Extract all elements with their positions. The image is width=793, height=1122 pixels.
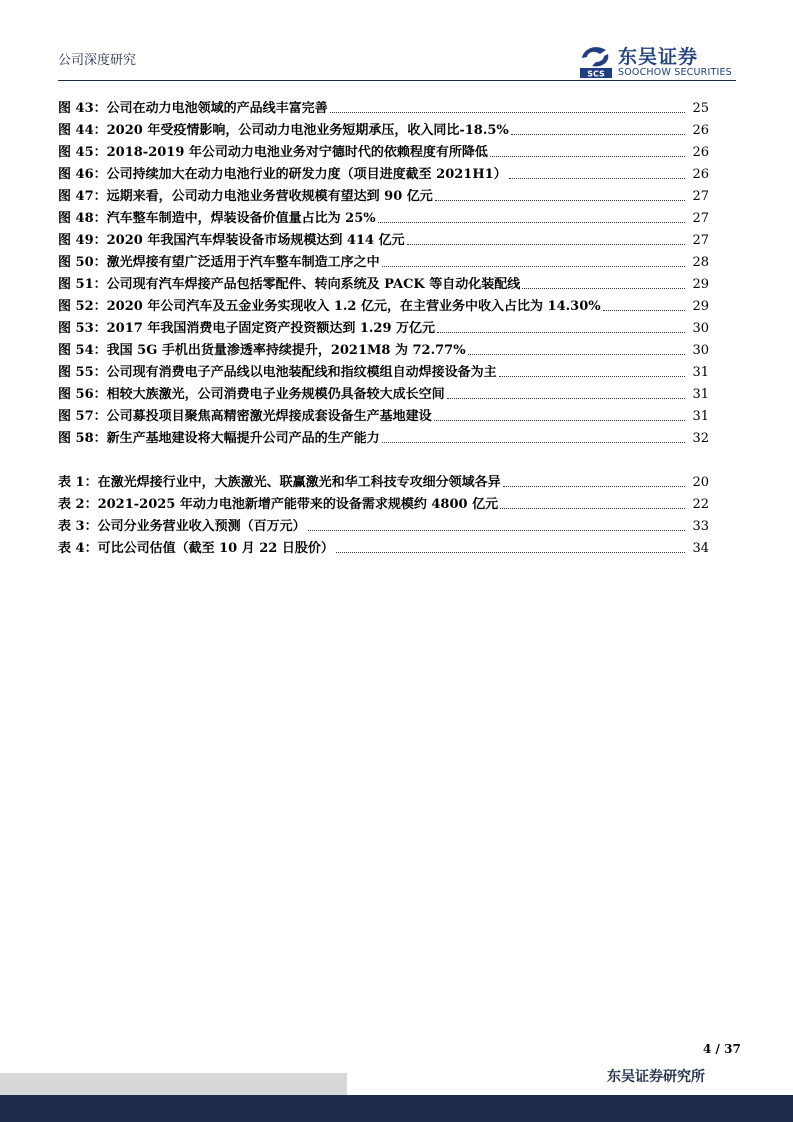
dot-leader	[500, 508, 685, 509]
entry-title	[58, 189, 433, 205]
entry-title	[58, 277, 520, 293]
entry-label: 图 43：	[58, 101, 107, 116]
dot-leader	[509, 178, 685, 179]
entry-title	[58, 233, 405, 249]
entry-title	[58, 299, 601, 315]
figure-entry[interactable]	[58, 183, 709, 205]
figure-entry[interactable]	[58, 139, 709, 161]
entry-text: 激光焊接有望广泛适用于汽车整车制造工序之中	[106, 255, 380, 270]
figure-entry[interactable]	[58, 205, 709, 227]
table-list	[58, 469, 709, 557]
entry-title	[58, 387, 445, 403]
figure-entry[interactable]	[58, 117, 709, 139]
entry-page-number: 22	[692, 497, 709, 512]
dot-leader	[447, 398, 685, 399]
entry-page-number: 27	[692, 233, 709, 248]
dot-leader	[407, 244, 685, 245]
entry-title	[58, 431, 380, 447]
figure-entry[interactable]	[58, 425, 709, 447]
page-indicator: 4 / 37	[703, 1042, 741, 1056]
entry-page-number: 28	[692, 255, 709, 270]
figure-entry[interactable]	[58, 359, 709, 381]
dot-leader	[522, 288, 685, 289]
dot-leader	[434, 420, 685, 421]
entry-title	[58, 365, 497, 381]
entry-page-number: 30	[692, 321, 709, 336]
entry-title	[58, 497, 498, 513]
entry-text: 远期来看，公司动力电池业务营收规模有望达到 90 亿元	[106, 189, 433, 204]
entry-label: 图 56：	[58, 387, 107, 402]
entry-title	[58, 321, 435, 337]
figure-entry[interactable]	[58, 293, 709, 315]
footer-navy-bar	[0, 1095, 793, 1122]
entry-text: 公司现有汽车焊接产品包括零配件、转向系统及 PACK 等自动化装配线	[106, 277, 521, 292]
entry-label: 图 51：	[58, 277, 107, 292]
entry-label: 图 46：	[58, 167, 107, 182]
entry-text: 公司现有消费电子产品线以电池装配线和指纹模组自动焊接设备为主	[106, 365, 497, 380]
entry-title	[58, 123, 509, 139]
entry-label: 表 2：	[58, 497, 98, 512]
entry-label: 图 58：	[58, 431, 107, 446]
entry-label: 表 1：	[58, 475, 98, 490]
entry-text: 可比公司估值（截至 10 月 22 日股价）	[97, 541, 334, 556]
entry-page-number: 31	[692, 387, 709, 402]
dot-leader	[603, 310, 685, 311]
entry-text: 2020 年我国汽车焊装设备市场规模达到 414 亿元	[106, 233, 405, 248]
entry-page-number: 27	[692, 211, 709, 226]
entry-title	[58, 409, 432, 425]
table-entry[interactable]	[58, 469, 709, 491]
dot-leader	[437, 332, 685, 333]
entry-text: 2021-2025 年动力电池新增产能带来的设备需求规模约 4800 亿元	[97, 497, 499, 512]
entry-page-number: 26	[692, 123, 709, 138]
figure-entry[interactable]	[58, 271, 709, 293]
figure-entry[interactable]	[58, 249, 709, 271]
figure-entry[interactable]	[58, 161, 709, 183]
table-entry[interactable]	[58, 513, 709, 535]
figure-entry[interactable]	[58, 315, 709, 337]
entry-text: 汽车整车制造中，焊装设备价值量占比为 25%	[106, 211, 376, 226]
entry-label: 图 47：	[58, 189, 107, 204]
entry-page-number: 29	[692, 277, 709, 292]
table-entry[interactable]	[58, 491, 709, 513]
entry-page-number: 26	[692, 145, 709, 160]
dot-leader	[490, 156, 685, 157]
entry-label: 图 50：	[58, 255, 107, 270]
figure-entry[interactable]	[58, 381, 709, 403]
figure-list	[58, 95, 709, 447]
entry-page-number: 34	[692, 541, 709, 556]
entry-label: 图 48：	[58, 211, 107, 226]
entry-title	[58, 101, 328, 117]
entry-title	[58, 145, 488, 161]
entry-text: 相较大族激光，公司消费电子业务规模仍具备较大成长空间	[106, 387, 445, 402]
entry-label: 图 49：	[58, 233, 107, 248]
entry-page-number: 26	[692, 167, 709, 182]
figure-entry[interactable]	[58, 95, 709, 117]
dot-leader	[511, 134, 685, 135]
entry-title	[58, 519, 306, 535]
dot-leader	[378, 222, 685, 223]
entry-title	[58, 167, 507, 183]
dot-leader	[499, 376, 685, 377]
entry-text: 2018-2019 年公司动力电池业务对宁德时代的依赖程度有所降低	[106, 145, 488, 160]
entry-page-number: 20	[692, 475, 709, 490]
entry-title	[58, 255, 380, 271]
entry-label: 图 52：	[58, 299, 107, 314]
entry-label: 图 55：	[58, 365, 107, 380]
entry-text: 公司在动力电池领域的产品线丰富完善	[106, 101, 328, 116]
institute-name: 东吴证券研究所	[607, 1069, 705, 1085]
entry-page-number: 27	[692, 189, 709, 204]
entry-text: 公司持续加大在动力电池行业的研发力度（项目进度截至 2021H1）	[106, 167, 507, 182]
header-divider	[58, 80, 736, 81]
entry-page-number: 32	[692, 431, 709, 446]
entry-label: 图 53：	[58, 321, 107, 336]
figure-entry[interactable]	[58, 227, 709, 249]
entry-text: 新生产基地建设将大幅提升公司产品的生产能力	[106, 431, 380, 446]
entry-page-number: 25	[692, 101, 709, 116]
dot-leader	[308, 530, 685, 531]
entry-text: 我国 5G 手机出货量渗透率持续提升，2021M8 为 72.77%	[106, 343, 466, 358]
dot-leader	[503, 486, 685, 487]
entry-label: 图 44：	[58, 123, 107, 138]
entry-page-number: 33	[692, 519, 709, 534]
figure-entry[interactable]	[58, 337, 709, 359]
dot-leader	[382, 266, 685, 267]
entry-label: 表 4：	[58, 541, 98, 556]
logo-mark-text: SCS	[587, 69, 605, 78]
entry-label: 图 45：	[58, 145, 107, 160]
table-entry[interactable]	[58, 535, 709, 557]
entry-title	[58, 541, 334, 557]
entry-text: 公司分业务营业收入预测（百万元）	[97, 519, 306, 534]
entry-page-number: 31	[692, 365, 709, 380]
logo-chinese-name: 东吴证券	[618, 46, 699, 68]
soochow-logo-icon	[578, 44, 614, 78]
entry-page-number: 31	[692, 409, 709, 424]
dot-leader	[435, 200, 685, 201]
entry-label: 图 54：	[58, 343, 107, 358]
entry-text: 2020 年公司汽车及五金业务实现收入 1.2 亿元，在主营业务中收入占比为 14.30%	[106, 299, 601, 314]
entry-text: 公司募投项目聚焦高精密激光焊接成套设备生产基地建设	[106, 409, 432, 424]
entry-page-number: 30	[692, 343, 709, 358]
logo-english-name: SOOCHOW SECURITIES	[618, 67, 732, 78]
entry-label: 图 57：	[58, 409, 107, 424]
entry-label: 表 3：	[58, 519, 98, 534]
dot-leader	[330, 112, 685, 113]
entry-title	[58, 475, 501, 491]
company-logo	[578, 44, 738, 80]
dot-leader	[382, 442, 685, 443]
entry-text: 在激光焊接行业中，大族激光、联赢激光和华工科技专攻细分领域各异	[97, 475, 501, 490]
footer-gray-band	[0, 1073, 347, 1095]
figure-entry[interactable]	[58, 403, 709, 425]
entry-title	[58, 343, 466, 359]
dot-leader	[336, 552, 685, 553]
entry-title	[58, 211, 376, 227]
entry-text: 2017 年我国消费电子固定资产投资额达到 1.29 万亿元	[106, 321, 436, 336]
dot-leader	[468, 354, 685, 355]
entry-page-number: 29	[692, 299, 709, 314]
report-type-label: 公司深度研究	[58, 53, 137, 68]
entry-text: 2020 年受疫情影响，公司动力电池业务短期承压，收入同比-18.5%	[106, 123, 509, 138]
